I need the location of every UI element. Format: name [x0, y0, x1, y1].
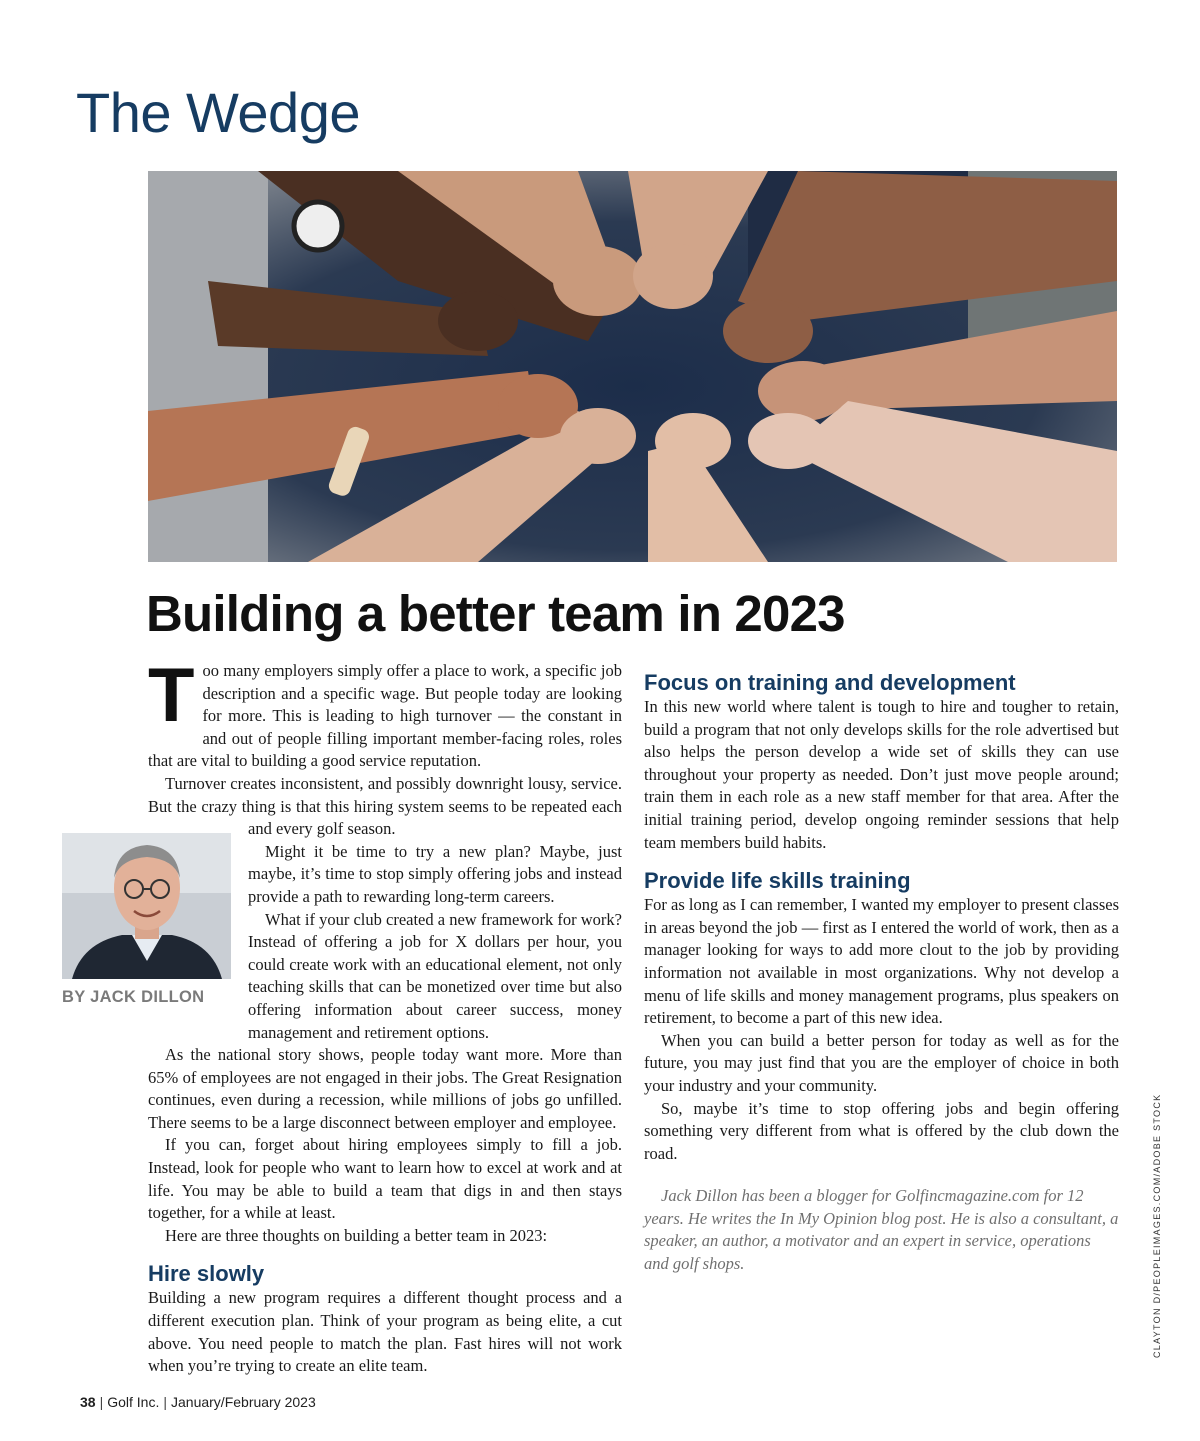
- article-paragraph-10: For as long as I can remember, I wanted my employer to present classes in areas beyond the job — first as I entered the world of work, then as a manager looking for ways to add more clout to the job by providing information not available in most organizations. Why not develop a menu of life skills and money management programs, plus speakers on retirement, to become a part of this new idea.: [644, 895, 1119, 1028]
- page-footer: [80, 1394, 316, 1410]
- article-paragraph-2: [148, 773, 622, 841]
- paragraph-text: Turnover creates inconsistent, and possibly downright lousy, service. But the crazy thing is that this hiring system seems to be repeated each and every golf season.: [148, 773, 622, 839]
- article-paragraph-7: Here are three thoughts on building a better team in 2023:: [165, 1225, 548, 1245]
- article-paragraph-4: What if your club created a new framework for work? Instead of offering a job for X dollars per hour, you could create work with an educational element, not only teaching skills that can be monetized over time but also offering information about career success, money management and retirement options.: [248, 909, 622, 1042]
- footer-separator: |: [163, 1394, 167, 1410]
- article-paragraph-9: In this new world where talent is tough to hire and tougher to retain, build a program that not only develops skills for the role advertised but also helps the person develop a wide set of skills they can use throughout your property as needed. Don’t just move people around; train them in each role as a new staff member for that area. After the initial training period, develop ongoing reminder sessions that help team members build habits.: [644, 697, 1119, 852]
- subhead-hire-slowly: Hire slowly: [148, 1261, 265, 1287]
- author-bio: Jack Dillon has been a blogger for Golfincmagazine.com for 12 years. He writes the In My Opinion blog post. He is also a consultant, a speaker, an author, a motivator and an expert in service, operations and golf shops.: [644, 1186, 1119, 1274]
- subhead-training-development: Focus on training and development: [644, 670, 1016, 695]
- portrait-wrap-spacer: [148, 829, 248, 1043]
- subhead-life-skills: Provide life skills training: [644, 868, 911, 894]
- publication-name: Golf Inc.: [107, 1394, 160, 1410]
- section-title: The Wedge: [76, 81, 360, 144]
- footer-separator: |: [99, 1394, 104, 1410]
- paragraph-text: oo many employers simply offer a place to work, a specific job description and a specific wage. But people today are looking for more. This is leading to high turnover — the constant in and out of people filling important member-facing roles, roles that are vital to building a good service reputation.: [148, 661, 622, 771]
- article-paragraph-12: So, maybe it’s time to stop offering jobs and begin offering something very different from what is offered by the club down the road.: [644, 1098, 1119, 1163]
- hero-photo: [148, 171, 1117, 562]
- article-paragraph-1: [148, 653, 622, 773]
- article-column-left: [148, 653, 622, 1378]
- team-fist-bump-image: [148, 171, 1117, 562]
- photo-credit: CLAYTON D/PEOPLEIMAGES.COM/ADOBE STOCK: [1152, 1093, 1162, 1358]
- article-column-right: [644, 660, 1119, 1276]
- author-byline: BY JACK DILLON: [62, 988, 205, 1006]
- article-paragraph-6: If you can, forget about hiring employees simply to fill a job. Instead, look for people who want to learn how to excel at work and at life. You may be able to build a team that digs in and then stays together, for a while at least.: [148, 1135, 622, 1223]
- article-paragraph-8: Building a new program requires a different thought process and a different execution plan. Think of your program as being elite, a cut above. You need people to match the plan. Fast hires will not work when you’re trying to create an elite team.: [148, 1288, 622, 1376]
- issue-date: January/February 2023: [171, 1394, 316, 1410]
- page-number: 38: [80, 1394, 96, 1410]
- article-headline: Building a better team in 2023: [146, 585, 845, 642]
- article-paragraph-11: When you can build a better person for today as well as for the future, you may just find that you are the employer of choice in both your industry and your community.: [644, 1030, 1119, 1095]
- article-paragraph-5: As the national story shows, people today want more. More than 65% of employees are not engaged in their jobs. The Great Resignation continues, even during a recession, while millions of jobs go unfilled. There seems to be a large disconnect between employer and employee.: [148, 1045, 622, 1132]
- drop-cap: T: [148, 653, 195, 738]
- article-paragraph-3: Might it be time to try a new plan? Maybe, just maybe, it’s time to stop simply offering jobs and instead provide a path to rewarding long-term careers.: [248, 841, 622, 906]
